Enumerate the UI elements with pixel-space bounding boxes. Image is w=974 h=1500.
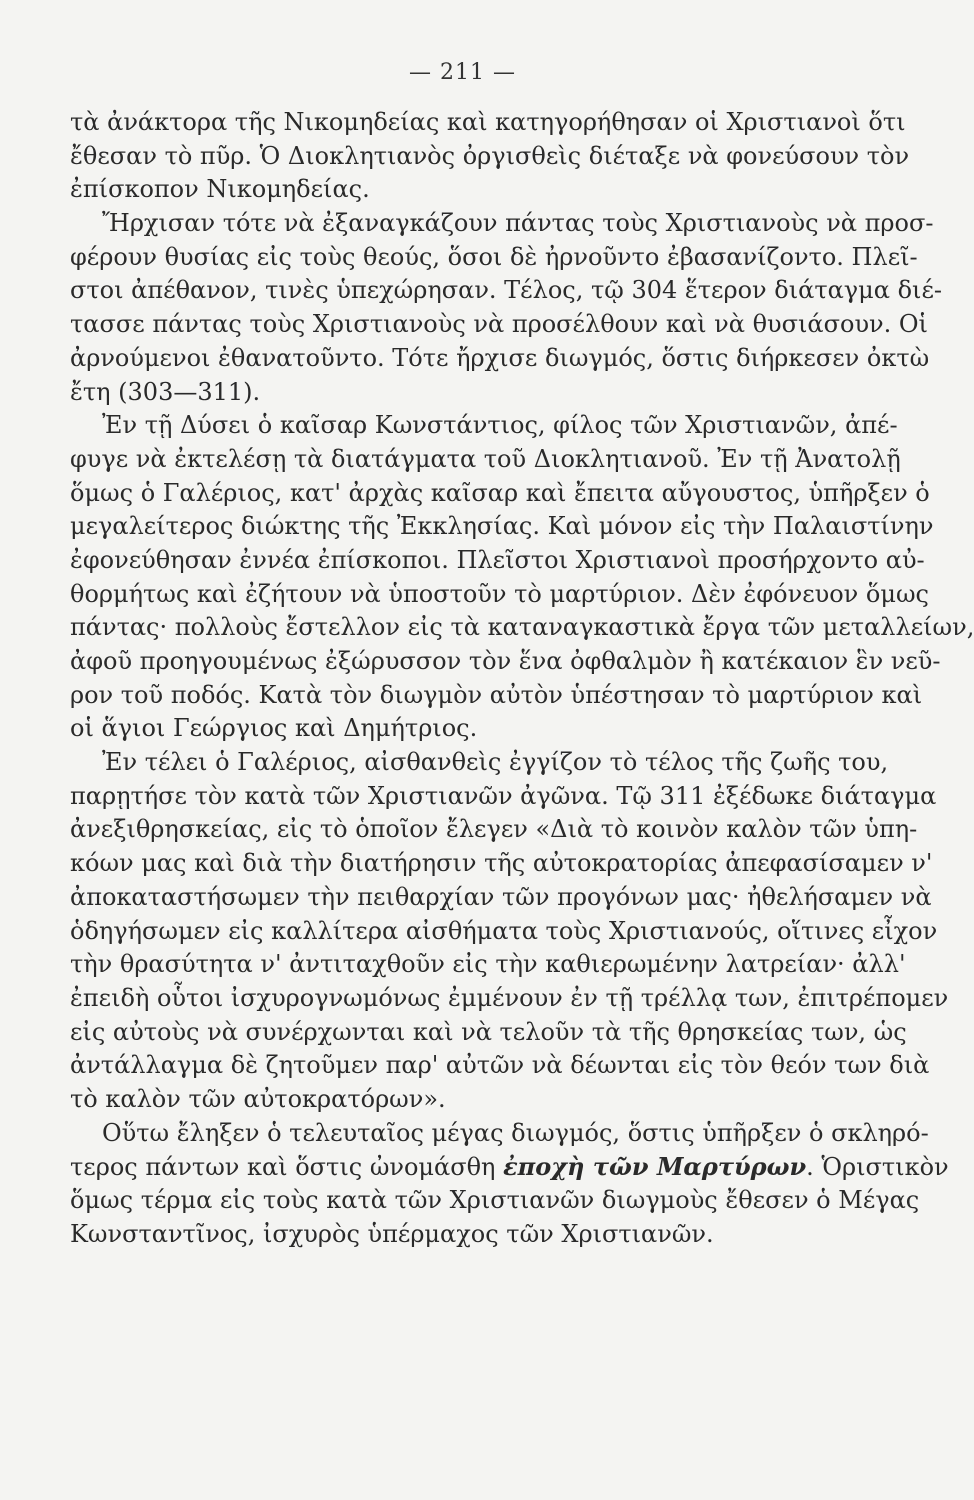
text-line: Ἐν τέλει ὁ Γαλέριος, αἰσθανθεὶς ἐγγίζον τὸ τέλος τῆς ζωῆς του, [102, 748, 889, 777]
text-line: ἀντάλλαγμα δὲ ζητοῦμεν παρ' αὐτῶν νὰ δέωνται εἰς τὸν θεόν των διὰ [70, 1051, 930, 1080]
text-line: τασσε πάντας τοὺς Χριστιανοὺς νὰ προσέλθουν καὶ νὰ θυσιάσουν. Οἱ [70, 310, 928, 339]
emphasized-term: ἐποχὴ τῶν Μαρτύρων [503, 1152, 807, 1182]
text-line-with-emphasis [70, 1150, 949, 1184]
text-line: ἐπίσκοπον Νικομηδείας. [70, 175, 370, 204]
text-line: φυγε νὰ ἐκτελέσῃ τὰ διατάγματα τοῦ Διοκλητιανοῦ. Ἐν τῇ Ἀνατολῇ [70, 444, 901, 473]
text-line: ἀφοῦ προηγουμένως ἐξώρυσσον τὸν ἕνα ὀφθαλμὸν ἢ κατέκαιον ἓν νεῦ- [70, 647, 941, 675]
text-line: ὅμως τέρμα εἰς τοὺς κατὰ τῶν Χριστιανῶν διωγμοὺς ἔθεσεν ὁ Μέγας [70, 1186, 920, 1214]
text-line: ἐπειδὴ οὗτοι ἰσχυρογνωμόνως ἐμμένουν ἐν τῇ τρέλλᾳ των, ἐπιτρέπομεν [70, 983, 949, 1012]
body-text [70, 106, 974, 1251]
text-line: παρῃτήσε τὸν κατὰ τῶν Χριστιανῶν ἀγῶνα. Τῷ 311 ἐξέδωκε διάταγμα [70, 781, 937, 810]
text-line: ἔτη (303—311). [70, 377, 261, 406]
text-line: εἰς αὐτοὺς νὰ συνέρχωνται καὶ νὰ τελοῦν τὰ τῆς θρησκείας των, ὡς [70, 1017, 907, 1046]
text-line: ἐφονεύθησαν ἐννέα ἐπίσκοποι. Πλεῖστοι Χριστιανοὶ προσήρχοντο αὐ- [70, 545, 925, 574]
text-line: Κωνσταντῖνος, ἰσχυρὸς ὑπέρμαχος τῶν Χριστιανῶν. [70, 1219, 714, 1248]
text-line: Ἤρχισαν τότε νὰ ἐξαναγκάζουν πάντας τοὺς Χριστιανοὺς νὰ προσ- [102, 209, 934, 238]
text-line: θορμήτως καὶ ἐζήτουν νὰ ὑποστοῦν τὸ μαρτύριον. Δὲν ἐφόνευον ὅμως [70, 579, 929, 608]
text-line: ἀνεξιθρησκείας, εἰς τὸ ὁποῖον ἔλεγεν «Διὰ τὸ κοινὸν καλὸν τῶν ὑπη- [70, 815, 918, 844]
text-line: ἔθεσαν τὸ πῦρ. Ὁ Διοκλητιανὸς ὀργισθεὶς διέταξε νὰ φονεύσουν τὸν [70, 141, 910, 170]
text-line: ἀρνούμενοι ἐθανατοῦντο. Τότε ἤρχισε διωγμός, ὅστις διήρκεσεν ὀκτὼ [70, 343, 930, 372]
text-line: Οὕτω ἔληξεν ὁ τελευταῖος μέγας διωγμός, ὅστις ὑπῆρξεν ὁ σκληρό- [102, 1118, 929, 1147]
text-line: μεγαλείτερος διώκτης τῆς Ἐκκλησίας. Καὶ μόνον εἰς τὴν Παλαιστίνην [70, 512, 934, 541]
page-number: — 211 — [409, 60, 516, 85]
text-line: στοι ἀπέθανον, τινὲς ὑπεχώρησαν. Τέλος, τῷ 304 ἕτερον διάταγμα διέ- [70, 276, 942, 305]
text-line: ἀποκαταστήσωμεν τὴν πειθαρχίαν τῶν προγόνων μας· ἠθελήσαμεν νὰ [70, 882, 932, 911]
text-line: φέρουν θυσίας εἰς τοὺς θεούς, ὅσοι δὲ ἠρνοῦντο ἐβασανίζοντο. Πλεῖ- [70, 242, 918, 271]
text-segment: . Ὁριστικὸν [806, 1153, 949, 1182]
text-line: πάντας· πολλοὺς ἔστελλον εἰς τὰ καταναγκαστικὰ ἔργα τῶν μεταλλείων, [70, 613, 974, 642]
text-line: ὅμως ὁ Γαλέριος, κατ' ἀρχὰς καῖσαρ καὶ ἔπειτα αὔγουστος, ὑπῆρξεν ὁ [70, 478, 930, 507]
text-line: ρον τοῦ ποδός. Κατὰ τὸν διωγμὸν αὐτὸν ὑπέστησαν τὸ μαρτύριον καὶ [70, 680, 923, 709]
text-line: τὰ ἀνάκτορα τῆς Νικομηδείας καὶ κατηγορήθησαν οἱ Χριστιανοὶ ὅτι [70, 108, 906, 136]
text-line: ὁδηγήσωμεν εἰς καλλίτερα αἰσθήματα τοὺς Χριστιανούς, οἵτινες εἶχον [70, 916, 938, 945]
text-line: οἱ ἅγιοι Γεώργιος καὶ Δημήτριος. [70, 714, 478, 743]
text-line: τὴν θρασύτητα ν' ἀντιταχθοῦν εἰς τὴν καθιερωμένην λατρείαν· ἀλλ' [70, 950, 906, 979]
text-line: κόων μας καὶ διὰ τὴν διατήρησιν τῆς αὐτοκρατορίας ἀπεφασίσαμεν ν' [70, 849, 933, 878]
text-line: τὸ καλὸν τῶν αὐτοκρατόρων». [70, 1084, 446, 1113]
text-line: Ἐν τῇ Δύσει ὁ καῖσαρ Κωνστάντιος, φίλος τῶν Χριστιανῶν, ἀπέ- [102, 411, 898, 440]
text-segment: τερος πάντων καὶ ὅστις ὠνομάσθη [70, 1153, 504, 1182]
